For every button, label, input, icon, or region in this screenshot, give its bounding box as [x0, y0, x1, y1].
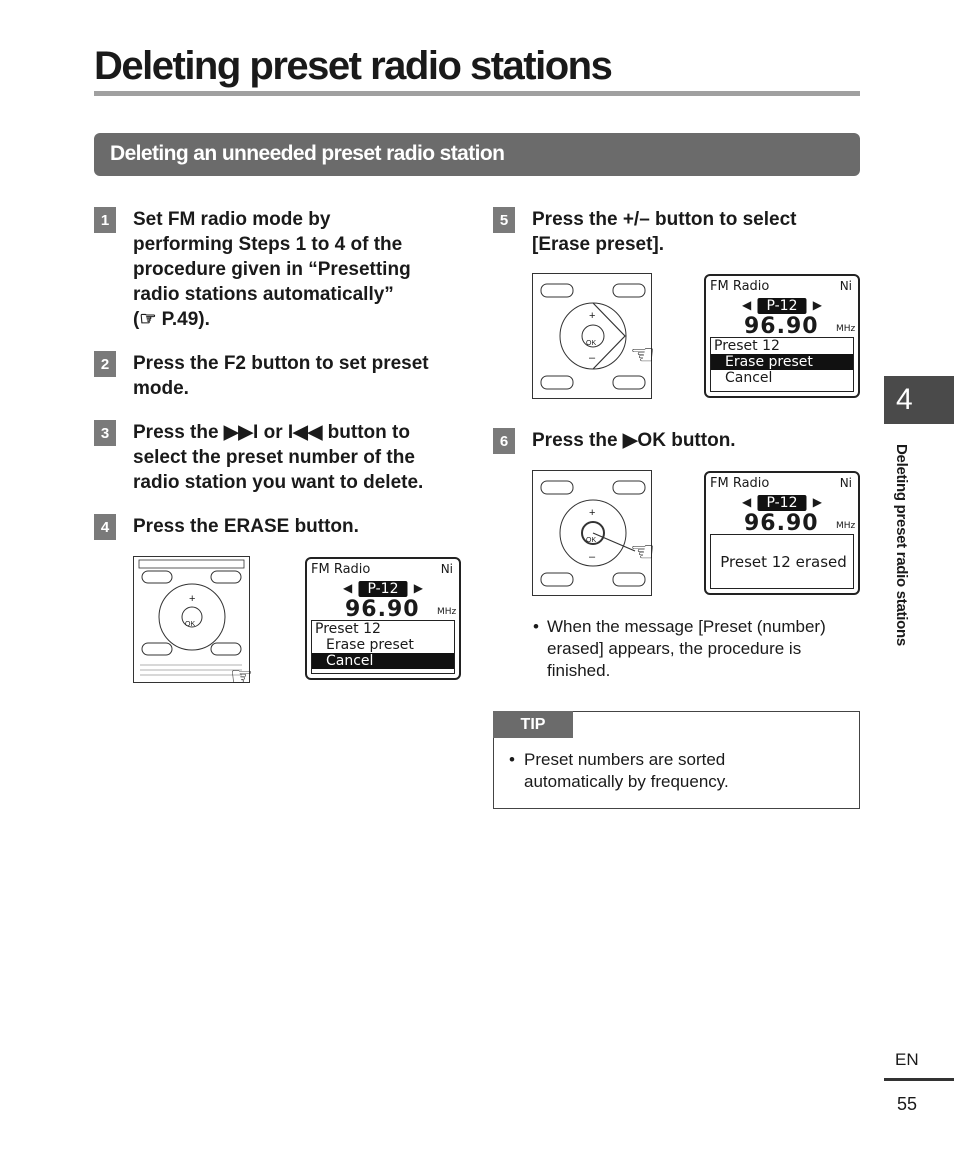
- title-underline: [94, 91, 860, 96]
- arrow-left-icon: ◀: [742, 495, 752, 509]
- ok-label: OK: [586, 340, 597, 347]
- menu-item-erase-selected: Erase preset: [711, 354, 853, 370]
- step-1-line: procedure given in “Presetting: [133, 259, 411, 280]
- preset-number: P-12: [757, 298, 806, 314]
- frequency: 96.90: [744, 314, 819, 339]
- note-line: erased] appears, the procedure is: [547, 639, 802, 658]
- side-section-label: Deleting preset radio stations: [893, 444, 910, 646]
- tip-text: [524, 749, 729, 793]
- step-5-line: [Erase preset].: [532, 234, 665, 255]
- footer-rule: [884, 1078, 954, 1081]
- chapter-tab: 4: [884, 376, 954, 424]
- step-2-line: Press the F2 button to set preset: [133, 353, 429, 374]
- step-3-line: radio station you want to delete.: [133, 472, 424, 493]
- ok-label: OK: [586, 537, 597, 544]
- arrow-left-icon: ◀: [343, 581, 353, 595]
- step-number-6: 6: [493, 428, 515, 454]
- lcd-screen-cancel: [305, 557, 461, 680]
- arrow-right-icon: ▶: [812, 298, 822, 312]
- tip-line: Preset numbers are sorted: [524, 750, 726, 769]
- ok-label: OK: [185, 621, 196, 628]
- plus-label: +: [589, 310, 596, 322]
- pointing-hand-icon: ☞: [230, 661, 254, 691]
- page-title: Deleting preset radio stations: [94, 44, 612, 88]
- step-number-4: 4: [94, 514, 116, 540]
- step-3-line: Press the ▶▶I or I◀◀ button to: [133, 422, 410, 443]
- step-5-text: [532, 207, 797, 257]
- arrow-left-icon: ◀: [742, 298, 752, 312]
- note-line: When the message [Preset (number): [547, 617, 826, 636]
- step-1-line: performing Steps 1 to 4 of the: [133, 234, 403, 255]
- lcd-header: FM Radio: [311, 562, 371, 577]
- lcd-menu: [311, 620, 455, 674]
- step-3-text: [133, 420, 423, 495]
- step-number-2: 2: [94, 351, 116, 377]
- tip-line: automatically by frequency.: [524, 772, 729, 791]
- step-4-text: [133, 514, 359, 539]
- note-line: finished.: [547, 661, 611, 680]
- pointing-hand-icon: ☜: [630, 536, 656, 567]
- page-number: 55: [897, 1094, 918, 1114]
- erased-message: Preset 12 erased: [720, 552, 847, 571]
- lcd-menu: [710, 337, 854, 392]
- minus-label: –: [589, 551, 596, 563]
- frequency-unit: MHz: [437, 607, 457, 617]
- pointing-hand-icon: ☜: [630, 339, 656, 370]
- plus-label: +: [589, 507, 596, 519]
- device-illustration-erase: [133, 556, 254, 691]
- battery-indicator: Ni: [440, 562, 453, 576]
- step-1-line: radio stations automatically”: [133, 284, 394, 305]
- step-2-line: mode.: [133, 378, 189, 399]
- battery-indicator: Ni: [839, 476, 852, 490]
- step-number-1: 1: [94, 207, 116, 233]
- step-1-line: (☞ P.49).: [133, 309, 210, 330]
- tip-label: TIP: [493, 711, 573, 738]
- frequency: 96.90: [345, 597, 420, 622]
- frequency-unit: MHz: [836, 324, 856, 334]
- lcd-screen-erase-selected: [704, 274, 860, 398]
- preset-number: P-12: [358, 581, 407, 597]
- menu-item-erase: Erase preset: [326, 637, 414, 653]
- lcd-header: FM Radio: [710, 476, 770, 491]
- step-number-5: 5: [493, 207, 515, 233]
- menu-item-cancel: Cancel: [725, 370, 773, 386]
- device-illustration-ok: [532, 470, 656, 596]
- device-illustration-plus-minus: [532, 273, 656, 399]
- menu-item-cancel-selected: Cancel: [312, 653, 454, 669]
- menu-title: Preset 12: [714, 338, 780, 354]
- bullet-marker: •: [533, 617, 539, 636]
- menu-title: Preset 12: [315, 621, 381, 637]
- lcd-screen-erased: [704, 471, 860, 595]
- lcd-message-box: [710, 534, 854, 589]
- section-title: Deleting an unneeded preset radio station: [110, 142, 505, 165]
- step-1-text: [133, 207, 411, 332]
- recorder-buttons-illustration: [533, 471, 651, 595]
- bullet-marker: •: [509, 750, 515, 769]
- frequency: 96.90: [744, 511, 819, 536]
- minus-label: –: [589, 352, 596, 364]
- step-6-text: [532, 428, 736, 453]
- step-6-line: Press the ▶OK button.: [532, 430, 736, 451]
- step-1-line: Set FM radio mode by: [133, 209, 331, 230]
- step-3-line: select the preset number of the: [133, 447, 415, 468]
- frequency-unit: MHz: [836, 521, 856, 531]
- step-4-line: Press the ERASE button.: [133, 516, 359, 537]
- recorder-buttons-illustration: [533, 274, 651, 398]
- arrow-right-icon: ▶: [413, 581, 423, 595]
- step-2-text: [133, 351, 429, 401]
- step-6-note: [547, 616, 857, 682]
- arrow-right-icon: ▶: [812, 495, 822, 509]
- plus-label: +: [189, 593, 196, 605]
- section-header: [94, 133, 860, 176]
- language-label: EN: [895, 1050, 919, 1069]
- step-number-3: 3: [94, 420, 116, 446]
- lcd-header: FM Radio: [710, 279, 770, 294]
- step-5-line: Press the +/– button to select: [532, 209, 797, 230]
- preset-number: P-12: [757, 495, 806, 511]
- battery-indicator: Ni: [839, 279, 852, 293]
